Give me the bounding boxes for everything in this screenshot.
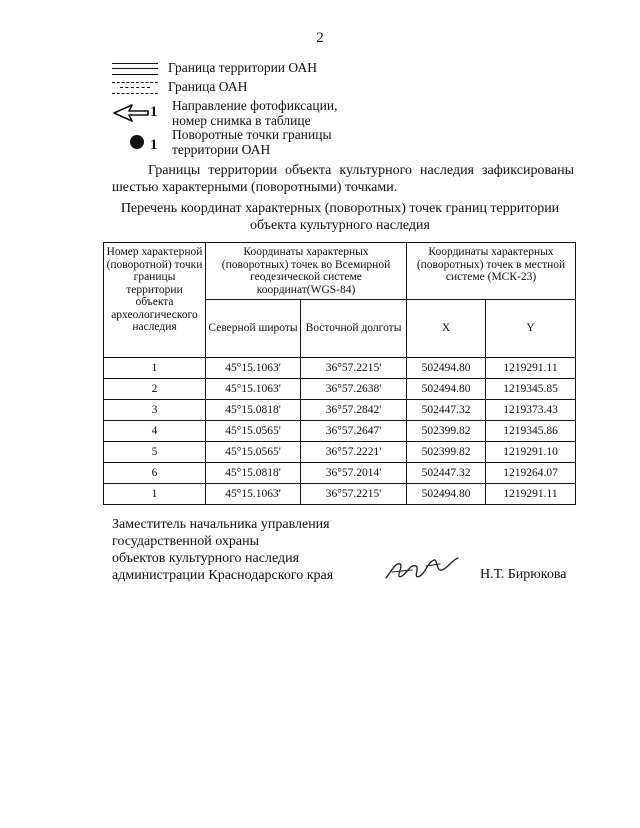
legend-label-line2: территории ОАН [172,142,271,157]
table-header-row [104,243,576,300]
legend-label: Граница территории ОАН [168,60,317,75]
table-caption-line2: объекта культурного наследия [250,218,430,233]
cell-lat: 45°15.0818' [206,400,301,421]
cell-y: 1219373.43 [486,400,576,421]
cell-num: 1 [104,358,206,379]
dashed-border-icon [112,79,162,99]
legend-label: Направление фотофиксации, [172,98,338,113]
page-number: 2 [316,30,324,46]
signatory-line: государственной охраны [112,534,260,549]
cell-x: 502447.32 [407,400,486,421]
legend-label: Граница ОАН [168,79,248,94]
cell-y: 1219345.86 [486,421,576,442]
table-row [104,463,576,484]
cell-lat: 45°15.0565' [206,421,301,442]
cell-x: 502494.80 [407,358,486,379]
cell-num: 5 [104,442,206,463]
legend-label-line2: номер снимка в таблице [172,113,311,128]
cell-y: 1219291.11 [486,484,576,505]
cell-lon: 36°57.2842' [301,400,407,421]
table-caption-line1: Перечень координат характерных (поворотных) точек границ территории [120,201,560,216]
legend-item-photo-direction [112,98,337,128]
cell-lon: 36°57.2638' [301,379,407,400]
cell-x: 502399.82 [407,421,486,442]
cell-lon: 36°57.2215' [301,358,407,379]
cell-num: 2 [104,379,206,400]
coordinates-table [103,242,576,505]
table-row [104,484,576,505]
cell-lon: 36°57.2647' [301,421,407,442]
signatory-line: объектов культурного наследия [112,551,300,566]
cell-num: 6 [104,463,206,484]
cell-lat: 45°15.1063' [206,358,301,379]
cell-x: 502494.80 [407,484,486,505]
legend-item-turning-points [112,127,332,157]
cell-lat: 45°15.0565' [206,442,301,463]
boundary-paragraph: Границы территории объекта культурного наследия зафиксированы шестью характерными (поворотными) точками. [112,163,574,195]
cell-y: 1219264.07 [486,463,576,484]
header-north-latitude: Северной широты [206,300,301,358]
table-caption [100,200,580,234]
cell-lon: 36°57.2215' [301,484,407,505]
header-wgs84: Координаты характерных (поворотных) точек во Всемирной геодезической системе координат(WGS-84) [206,243,407,300]
cell-y: 1219291.10 [486,442,576,463]
legend-number: 1 [150,104,158,120]
table-row [104,358,576,379]
header-point-number: Номер характерной (поворотной) точки границы территории объекта археологического наследия [104,243,206,358]
cell-lon: 36°57.2221' [301,442,407,463]
legend-item-territory-border [112,60,317,80]
signatory-line: администрации Краснодарского края [112,568,334,583]
cell-y: 1219345.85 [486,379,576,400]
header-msk23: Координаты характерных (поворотных) точек в местной системе (МСК-23) [407,243,576,300]
arrow-left-icon [112,98,162,128]
signatory-line: Заместитель начальника управления [112,517,330,532]
cell-y: 1219291.11 [486,358,576,379]
cell-lon: 36°57.2014' [301,463,407,484]
cell-lat: 45°15.1063' [206,379,301,400]
cell-num: 4 [104,421,206,442]
legend-label: Поворотные точки границы [172,127,332,142]
dot-icon [112,127,162,157]
header-y: Y [486,300,576,358]
signatory-title [112,516,333,584]
table-row [104,379,576,400]
cell-x: 502447.32 [407,463,486,484]
cell-x: 502494.80 [407,379,486,400]
cell-x: 502399.82 [407,442,486,463]
double-line-border-icon [112,60,162,80]
table-row [104,421,576,442]
cell-lat: 45°15.0818' [206,463,301,484]
signatory-name: Н.Т. Бирюкова [480,567,567,582]
cell-num: 3 [104,400,206,421]
header-east-longitude: Восточной долготы [301,300,407,358]
legend-number: 1 [150,137,158,153]
header-x: X [407,300,486,358]
legend-item-oan-border [112,79,247,99]
table-row [104,442,576,463]
cell-num: 1 [104,484,206,505]
handwritten-signature [382,552,462,591]
cell-lat: 45°15.1063' [206,484,301,505]
table-row [104,400,576,421]
